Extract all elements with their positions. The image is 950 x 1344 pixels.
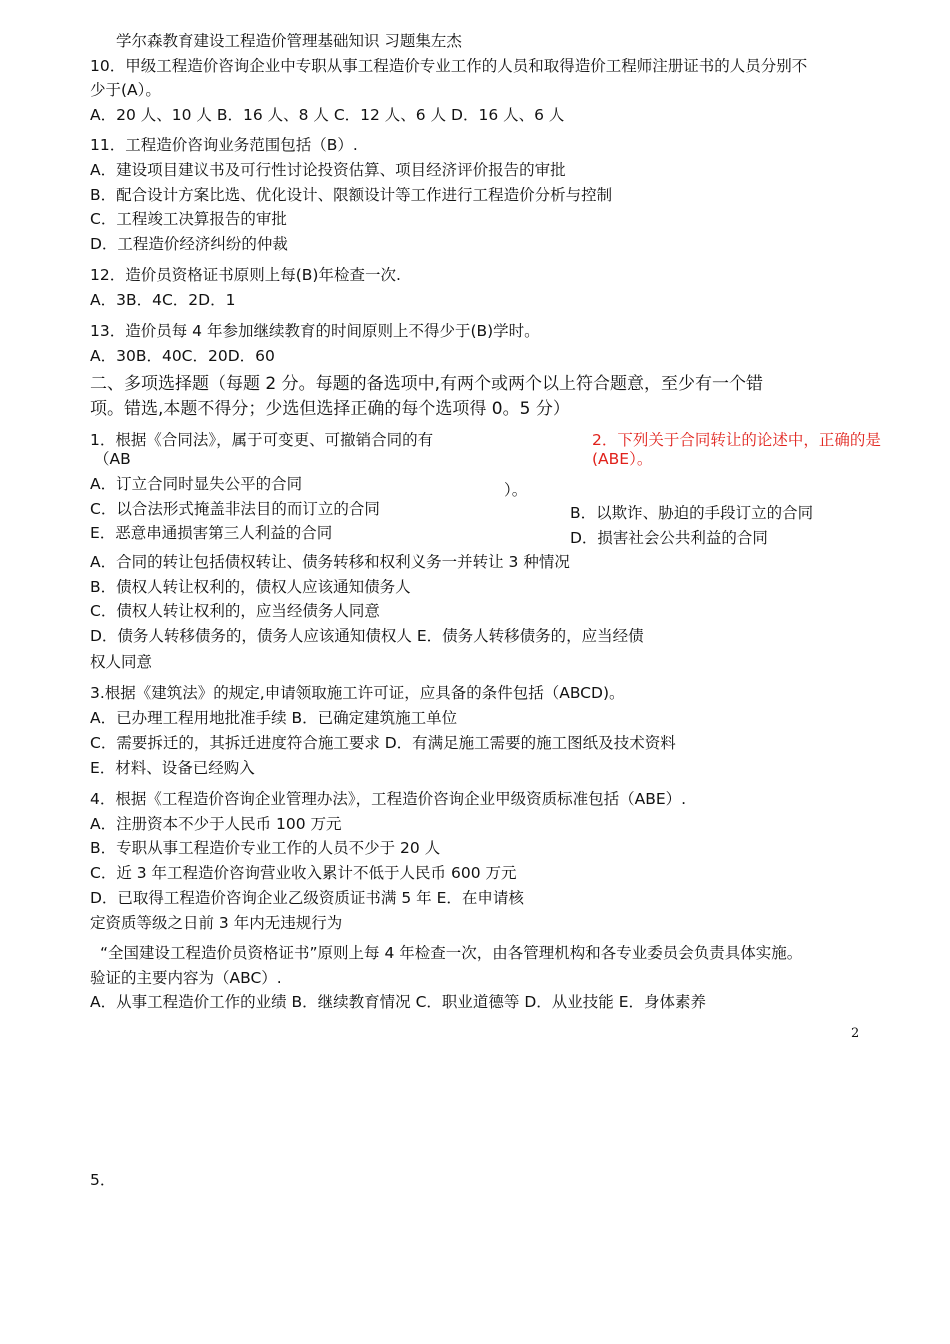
mq4-option-b: B．专职从事工程造价专业工作的人员不少于 20 人: [90, 839, 441, 857]
q10-line2: 少于(A）。: [90, 81, 161, 99]
page-number: 2: [851, 1026, 860, 1041]
mq4-option-de-cont: 定资质等级之日前 3 年内无违规行为: [90, 914, 343, 932]
q11-option-d: D．工程造价经济纠纷的仲裁: [90, 235, 288, 253]
q13-stem: 13．造价员每 4 年参加继续教育的时间原则上不得少于(B)学时。: [90, 322, 540, 340]
mq2-option-c: C．债权人转让权利的，应当经债务人同意: [90, 602, 380, 620]
mq5-options: A．从事工程造价工作的业绩 B．继续教育情况 C．职业道德等 D．从业技能 E．身体素养: [90, 993, 706, 1011]
mq4-option-a: A．注册资本不少于人民币 100 万元: [90, 815, 342, 833]
q11-stem: 11．工程造价咨询业务范围包括（B）.: [90, 136, 358, 154]
mq1-option-b: B．以欺诈、胁迫的手段订立的合同: [570, 504, 814, 522]
mq3-option-cd: C．需要拆迁的，其拆迁进度符合施工要求 D．有满足施工需要的施工图纸及技术资料: [90, 734, 676, 752]
q12-options: A．3B．4C．2D．1: [90, 291, 236, 309]
q11-option-b: B．配合设计方案比选、优化设计、限额设计等工作进行工程造价分析与控制: [90, 186, 613, 204]
q10-line1: 10．甲级工程造价咨询企业中专职从事工程造价专业工作的人员和取得造价工程师注册证书的人员分别不: [90, 57, 808, 75]
mq1-option-e: E．恶意串通损害第三人利益的合同: [90, 524, 333, 542]
mq2-stem-line1: 2．下列关于合同转让的论述中，正确的是: [592, 431, 881, 449]
section2-heading-line2: 项。错选,本题不得分；少选但选择正确的每个选项得 0。5 分）: [90, 399, 570, 419]
mq5-number: 5．: [90, 1171, 116, 1189]
q11-option-a: A．建设项目建议书及可行性讨论投资估算、项目经济评价报告的审批: [90, 161, 566, 179]
mq2-option-de: D．债务人转移债务的，债务人应该通知债权人 E．债务人转移债务的，应当经债: [90, 627, 644, 645]
q13-options: A．30B．40C．20D．60: [90, 347, 275, 365]
mq2-option-a: A．合同的转让包括债权转让、债务转移和权利义务一并转让 3 种情况: [90, 553, 570, 571]
mq1-stem: 1．根据《合同法》，属于可变更、可撤销合同的有: [90, 431, 434, 449]
mq5-line2: 验证的主要内容为（ABC）.: [90, 969, 282, 987]
q12-stem: 12．造价员资格证书原则上每(B)年检查一次.: [90, 266, 401, 284]
mq3-stem: 3.根据《建筑法》的规定,申请领取施工许可证，应具备的条件包括（ABCD)。: [90, 684, 625, 702]
mq3-option-ab: A．已办理工程用地批准手续 B．已确定建筑施工单位: [90, 709, 458, 727]
page-header: 学尔森教育建设工程造价管理基础知识 习题集左杰: [116, 32, 462, 50]
q10-options: A．20 人、10 人 B．16 人、8 人 C．12 人、6 人 D．16 人、6 人: [90, 106, 565, 124]
mq1-option-a: A．订立合同时显失公平的合同: [90, 475, 303, 493]
mq4-option-de: D．已取得工程造价咨询企业乙级资质证书满 5 年 E．在申请核: [90, 889, 524, 907]
section2-heading-line1: 二、多项选择题（每题 2 分。每题的备选项中,有两个或两个以上符合题意，至少有一个错: [90, 374, 764, 394]
mq1-stem-answer: （AB: [94, 450, 131, 468]
mq2-option-b: B．债权人转让权利的，债权人应该通知债务人: [90, 578, 411, 596]
q11-option-c: C．工程竣工决算报告的审批: [90, 210, 287, 228]
mq3-option-e: E．材料、设备已经购入: [90, 759, 255, 777]
mq1-option-d: D．损害社会公共利益的合同: [570, 529, 768, 547]
mq4-option-c: C．近 3 年工程造价咨询营业收入累计不低于人民币 600 万元: [90, 864, 517, 882]
mq2-option-de-cont: 权人同意: [90, 653, 153, 671]
mq5-line1: “全国建设工程造价员资格证书”原则上每 4 年检查一次，由各管理机构和各专业委员会负责具体实施。: [100, 944, 803, 962]
mq1-option-c: C．以合法形式掩盖非法目的而订立的合同: [90, 500, 380, 518]
mq4-stem: 4．根据《工程造价咨询企业管理办法》，工程造价咨询企业甲级资质标准包括（ABE）.: [90, 790, 687, 808]
mq1-close: ）。: [504, 481, 528, 499]
mq2-stem-line2: (ABE）。: [592, 450, 653, 468]
